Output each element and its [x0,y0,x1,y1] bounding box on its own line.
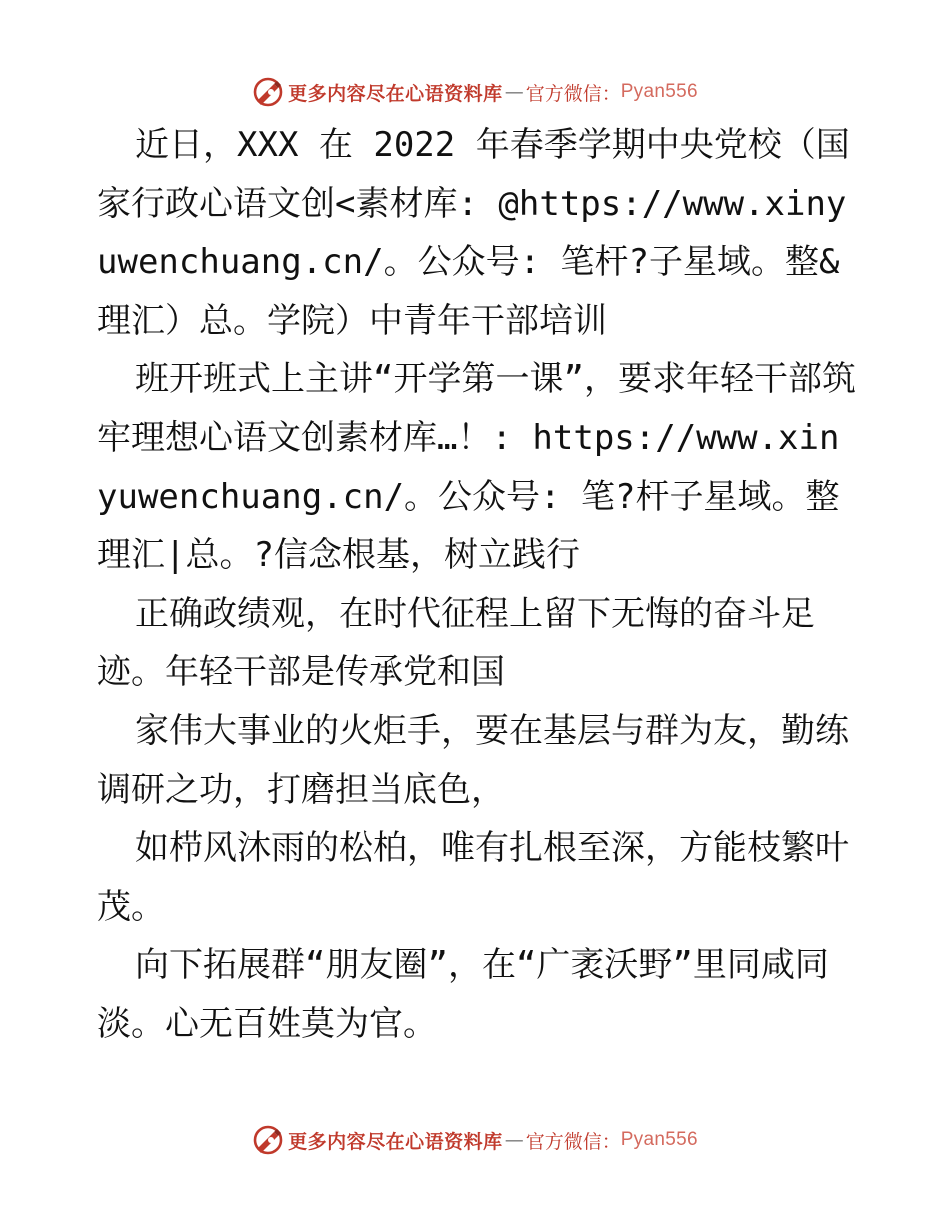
paragraph-5: 如栉风沐雨的松柏，唯有扎根至深，方能枝繁叶茂。 [97,828,849,927]
header-brand-text: 更多内容尽在心语资料库 [288,82,503,105]
paragraph-3: 正确政绩观，在时代征程上留下无悔的奋斗足迹。年轻干部是传承党和国 [97,593,815,693]
paragraph-2: 班开班式上主讲“开学第一课”，要求年轻干部筑牢理想心语文创素材库…！: https://www.xinyuwenchuang.cn/。公众号: 笔?杆子星域。整理汇|总。?信念根基，树立践行 [97,359,856,576]
paragraph-6: 向下拓展群“朋友圈”，在“广袤沃野”里同咸同淡。心无百姓莫为官。 [97,945,829,1044]
header-banner-text [288,79,698,106]
footer-banner-text [288,1127,698,1154]
footer-wechat-label: 官方微信： [525,1130,621,1153]
header-banner [0,72,950,112]
header-wechat-id: Pyan556 [620,81,698,102]
footer-banner [0,1120,950,1160]
pen-logo-icon [252,76,284,108]
header-dash: — [504,81,524,103]
footer-dash: — [504,1129,524,1151]
paragraph-4: 家伟大事业的火炬手，要在基层与群为友，勤练调研之功，打磨担当底色， [97,710,849,810]
footer-wechat-id: Pyan556 [620,1129,698,1150]
document-body [97,116,857,1054]
pen-logo-icon [252,1124,284,1156]
footer-brand-text: 更多内容尽在心语资料库 [288,1130,503,1153]
paragraph-1: 近日，XXX 在 2022 年春季学期中央党校（国家行政心语文创<素材库: @https://www.xinyuwenchuang.cn/。公众号: 笔杆?子星域。整&理汇）总。学院）中青年干部培训 [97,125,850,341]
header-wechat-label: 官方微信： [525,82,621,105]
